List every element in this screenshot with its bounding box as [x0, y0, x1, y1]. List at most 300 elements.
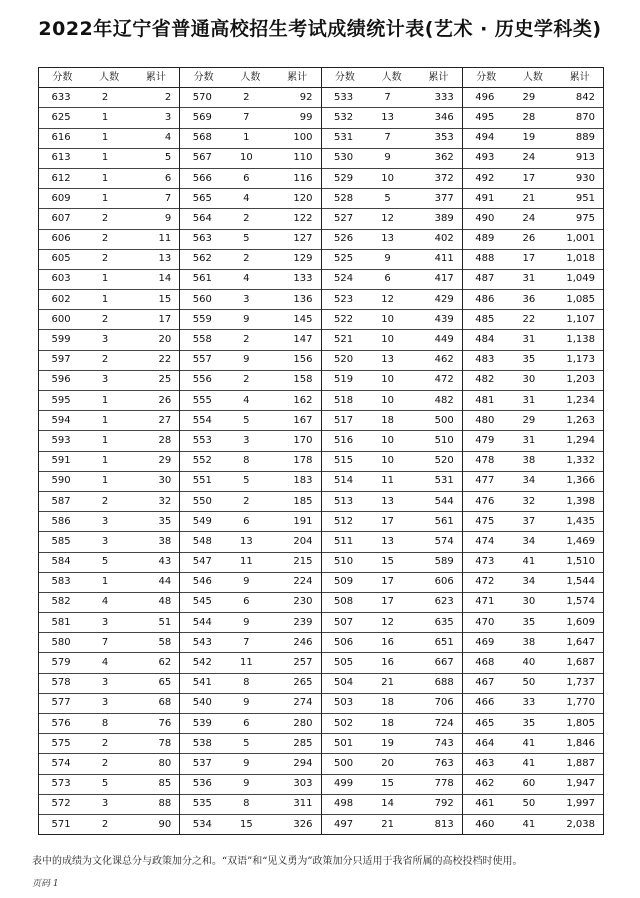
table-row: [322, 674, 462, 694]
count-cell: 5: [101, 778, 109, 790]
score-cell: 625: [51, 111, 71, 123]
score-cell: 520: [333, 354, 354, 366]
table-row: [322, 270, 462, 290]
score-cell: 537: [192, 757, 212, 769]
score-cell: 524: [333, 273, 354, 285]
score-cell: 596: [51, 374, 71, 386]
score-cell: 528: [333, 192, 354, 204]
score-cell: 550: [192, 495, 212, 507]
count-cell: 31: [522, 394, 536, 406]
cumulative-cell: 224: [293, 576, 313, 588]
count-cell: 12: [381, 616, 394, 628]
score-cell: 552: [192, 455, 212, 467]
table-row: [180, 129, 320, 149]
count-cell: 21: [381, 818, 394, 830]
count-cell: 4: [101, 596, 109, 608]
score-cell: 549: [192, 515, 212, 527]
count-cell: 9: [243, 757, 250, 769]
table-row: [463, 613, 603, 633]
score-cell: 509: [333, 576, 354, 588]
table-row: [322, 795, 462, 815]
cumulative-cell: 185: [293, 495, 313, 507]
count-cell: 41: [522, 818, 536, 830]
count-cell: 38: [522, 455, 536, 467]
score-cell: 538: [192, 737, 212, 749]
score-cell: 497: [333, 818, 354, 830]
cumulative-cell: 1,294: [566, 434, 595, 446]
count-cell: 35: [522, 354, 536, 366]
cumulative-cell: 589: [434, 556, 454, 568]
table-row: [322, 512, 462, 532]
score-cell: 545: [192, 596, 212, 608]
score-cell: 483: [475, 354, 495, 366]
score-cell: 600: [51, 313, 71, 325]
cumulative-cell: 65: [158, 677, 172, 689]
score-cell: 560: [192, 293, 212, 305]
count-cell: 9: [243, 313, 250, 325]
table-row: [322, 310, 462, 330]
score-cell: 576: [51, 717, 71, 729]
cumulative-cell: 706: [434, 697, 454, 709]
table-header-row: [463, 68, 603, 88]
cumulative-cell: 25: [158, 374, 172, 386]
cumulative-cell: 51: [158, 616, 172, 628]
cumulative-cell: 13: [158, 253, 172, 265]
count-cell: 1: [101, 576, 109, 588]
score-cell: 554: [192, 414, 212, 426]
table-row: [39, 310, 179, 330]
count-cell: 31: [522, 334, 536, 346]
score-cell: 519: [333, 374, 354, 386]
cumulative-cell: 763: [434, 757, 454, 769]
table-row: [463, 290, 603, 310]
score-cell: 574: [51, 757, 71, 769]
cumulative-cell: 6: [164, 172, 172, 184]
table-row: [39, 209, 179, 229]
cumulative-cell: 246: [293, 636, 313, 648]
table-row: [463, 492, 603, 512]
score-cell: 597: [51, 354, 71, 366]
cumulative-cell: 17: [158, 313, 172, 325]
table-row: [39, 734, 179, 754]
score-cell: 479: [475, 434, 495, 446]
table-row: [39, 694, 179, 714]
table-row: [39, 613, 179, 633]
score-cell: 573: [51, 778, 71, 790]
cumulative-cell: 62: [158, 657, 172, 669]
count-cell: 29: [522, 414, 536, 426]
cumulative-cell: 30: [158, 475, 172, 487]
table-row: [39, 169, 179, 189]
table-row: [180, 653, 320, 673]
score-cell: 514: [333, 475, 354, 487]
cumulative-cell: 326: [293, 818, 313, 830]
count-cell: 7: [384, 132, 391, 144]
table-row: [322, 593, 462, 613]
cumulative-cell: 265: [293, 677, 313, 689]
score-cell: 595: [51, 394, 71, 406]
cumulative-cell: 183: [293, 475, 313, 487]
cumulative-cell: 870: [575, 111, 595, 123]
cumulative-cell: 372: [434, 172, 454, 184]
count-cell: 2: [243, 495, 250, 507]
count-cell: 17: [522, 172, 536, 184]
cumulative-cell: 136: [293, 293, 313, 305]
table-row: [322, 189, 462, 209]
count-cell: 6: [243, 515, 250, 527]
score-cell: 556: [192, 374, 212, 386]
count-cell: 9: [243, 616, 250, 628]
table-block: [322, 68, 463, 834]
table-row: [322, 169, 462, 189]
cumulative-cell: 1,544: [566, 576, 595, 588]
cumulative-cell: 353: [434, 132, 454, 144]
column-header: 累计: [145, 71, 166, 83]
cumulative-cell: 68: [158, 697, 172, 709]
cumulative-cell: 606: [434, 576, 454, 588]
count-cell: 22: [522, 313, 536, 325]
count-cell: 15: [381, 778, 394, 790]
cumulative-cell: 100: [293, 132, 313, 144]
count-cell: 2: [243, 212, 250, 224]
score-cell: 557: [192, 354, 212, 366]
score-cell: 609: [51, 192, 71, 204]
count-cell: 17: [381, 515, 394, 527]
table-row: [463, 452, 603, 472]
table-row: [39, 472, 179, 492]
count-cell: 3: [101, 677, 109, 689]
cumulative-cell: 1,173: [566, 354, 595, 366]
count-cell: 7: [384, 91, 391, 103]
count-cell: 31: [522, 434, 536, 446]
table-row: [322, 108, 462, 128]
score-cell: 517: [333, 414, 354, 426]
score-cell: 516: [333, 434, 354, 446]
cumulative-cell: 80: [158, 757, 172, 769]
count-cell: 4: [101, 657, 109, 669]
score-cell: 507: [333, 616, 354, 628]
score-cell: 527: [333, 212, 354, 224]
count-cell: 2: [101, 313, 109, 325]
table-row: [322, 492, 462, 512]
table-row: [180, 795, 320, 815]
table-row: [463, 553, 603, 573]
count-cell: 38: [522, 636, 536, 648]
table-row: [322, 613, 462, 633]
table-row: [180, 452, 320, 472]
count-cell: 10: [381, 434, 394, 446]
count-cell: 8: [243, 798, 250, 810]
count-cell: 2: [243, 334, 250, 346]
count-cell: 1: [101, 152, 109, 164]
count-cell: 1: [101, 192, 109, 204]
count-cell: 50: [522, 798, 536, 810]
score-cell: 562: [192, 253, 212, 265]
cumulative-cell: 7: [164, 192, 172, 204]
count-cell: 2: [101, 495, 109, 507]
cumulative-cell: 274: [293, 697, 313, 709]
cumulative-cell: 162: [293, 394, 313, 406]
cumulative-cell: 975: [575, 212, 595, 224]
cumulative-cell: 294: [293, 757, 313, 769]
score-cell: 474: [475, 535, 495, 547]
score-cell: 503: [333, 697, 354, 709]
count-cell: 1: [101, 434, 109, 446]
cumulative-cell: 20: [158, 334, 172, 346]
cumulative-cell: 29: [158, 455, 172, 467]
cumulative-cell: 129: [293, 253, 313, 265]
score-cell: 542: [192, 657, 212, 669]
score-cell: 467: [475, 677, 495, 689]
count-cell: 34: [522, 475, 536, 487]
count-cell: 17: [522, 253, 536, 265]
count-cell: 4: [243, 192, 250, 204]
cumulative-cell: 1,574: [566, 596, 595, 608]
table-row: [463, 108, 603, 128]
cumulative-cell: 1,001: [566, 233, 595, 245]
table-row: [180, 230, 320, 250]
cumulative-cell: 813: [434, 818, 454, 830]
table-row: [463, 754, 603, 774]
count-cell: 3: [101, 616, 109, 628]
score-cell: 487: [475, 273, 495, 285]
column-header: 人数: [240, 71, 261, 83]
cumulative-cell: 3: [164, 111, 172, 123]
count-cell: 2: [101, 737, 109, 749]
score-cell: 501: [333, 737, 354, 749]
cumulative-cell: 116: [293, 172, 313, 184]
count-cell: 33: [522, 697, 536, 709]
cumulative-cell: 333: [434, 91, 454, 103]
count-cell: 1: [101, 455, 109, 467]
count-cell: 5: [243, 414, 250, 426]
table-row: [463, 573, 603, 593]
cumulative-cell: 1,947: [566, 778, 595, 790]
count-cell: 15: [240, 818, 253, 830]
count-cell: 2: [101, 818, 109, 830]
table-row: [322, 714, 462, 734]
count-cell: 11: [240, 556, 253, 568]
count-cell: 8: [101, 717, 109, 729]
table-row: [463, 633, 603, 653]
score-cell: 499: [333, 778, 354, 790]
table-row: [463, 209, 603, 229]
cumulative-cell: 1,510: [566, 556, 595, 568]
count-cell: 60: [522, 778, 536, 790]
cumulative-cell: 1,018: [566, 253, 595, 265]
score-cell: 582: [51, 596, 71, 608]
cumulative-cell: 191: [293, 515, 313, 527]
count-cell: 7: [243, 111, 250, 123]
count-cell: 2: [101, 253, 109, 265]
count-cell: 15: [381, 556, 394, 568]
score-cell: 563: [192, 233, 212, 245]
table-row: [322, 149, 462, 169]
table-row: [180, 290, 320, 310]
count-cell: 1: [101, 293, 109, 305]
count-cell: 5: [101, 556, 109, 568]
table-row: [180, 512, 320, 532]
table-row: [322, 775, 462, 795]
count-cell: 2: [243, 91, 250, 103]
count-cell: 17: [381, 576, 394, 588]
table-row: [39, 108, 179, 128]
cumulative-cell: 5: [164, 152, 172, 164]
count-cell: 34: [522, 535, 536, 547]
cumulative-cell: 147: [293, 334, 313, 346]
score-cell: 586: [51, 515, 71, 527]
cumulative-cell: 122: [293, 212, 313, 224]
score-cell: 462: [475, 778, 495, 790]
table-row: [180, 573, 320, 593]
cumulative-cell: 623: [434, 596, 454, 608]
count-cell: 30: [522, 374, 536, 386]
score-cell: 492: [475, 172, 495, 184]
count-cell: 6: [243, 717, 250, 729]
table-row: [463, 815, 603, 834]
cumulative-cell: 158: [293, 374, 313, 386]
score-cell: 506: [333, 636, 354, 648]
table-row: [180, 189, 320, 209]
cumulative-cell: 1,609: [566, 616, 595, 628]
table-row: [180, 431, 320, 451]
table-row: [180, 310, 320, 330]
cumulative-cell: 743: [434, 737, 454, 749]
count-cell: 2: [101, 354, 109, 366]
table-row: [39, 411, 179, 431]
score-cell: 570: [192, 91, 212, 103]
count-cell: 10: [381, 394, 394, 406]
count-cell: 4: [243, 394, 250, 406]
table-row: [39, 250, 179, 270]
table-header-row: [322, 68, 462, 88]
score-cell: 513: [333, 495, 354, 507]
table-row: [39, 593, 179, 613]
table-header-row: [180, 68, 320, 88]
table-row: [39, 371, 179, 391]
score-cell: 476: [475, 495, 495, 507]
count-cell: 1: [101, 111, 109, 123]
cumulative-cell: 120: [293, 192, 313, 204]
table-row: [463, 270, 603, 290]
cumulative-cell: 1,332: [566, 455, 595, 467]
count-cell: 17: [381, 596, 394, 608]
score-cell: 546: [192, 576, 212, 588]
count-cell: 29: [522, 91, 536, 103]
table-row: [463, 714, 603, 734]
column-header: 人数: [522, 71, 543, 83]
cumulative-cell: 1,846: [566, 737, 595, 749]
score-cell: 531: [333, 132, 354, 144]
score-cell: 466: [475, 697, 495, 709]
table-row: [463, 593, 603, 613]
table-row: [39, 815, 179, 834]
count-cell: 6: [243, 172, 250, 184]
table-row: [322, 230, 462, 250]
cumulative-cell: 156: [293, 354, 313, 366]
cumulative-cell: 462: [434, 354, 454, 366]
cumulative-cell: 1,138: [566, 334, 595, 346]
table-row: [463, 472, 603, 492]
count-cell: 6: [243, 596, 250, 608]
table-row: [463, 250, 603, 270]
table-row: [322, 573, 462, 593]
cumulative-cell: 1,997: [566, 798, 595, 810]
count-cell: 41: [522, 556, 536, 568]
table-row: [39, 129, 179, 149]
count-cell: 13: [240, 535, 253, 547]
count-cell: 9: [384, 152, 391, 164]
count-cell: 1: [101, 414, 109, 426]
table-row: [463, 532, 603, 552]
count-cell: 11: [240, 657, 253, 669]
count-cell: 7: [243, 636, 250, 648]
table-row: [180, 391, 320, 411]
table-row: [39, 532, 179, 552]
table-block: [39, 68, 180, 834]
score-cell: 512: [333, 515, 354, 527]
table-row: [39, 775, 179, 795]
table-row: [180, 270, 320, 290]
score-cell: 584: [51, 556, 71, 568]
footnote: 表中的成绩为文化课总分与政策加分之和。“双语”和“见义勇为”政策加分只适用于我省所属的高校投档时使用。: [32, 856, 523, 867]
table-row: [39, 230, 179, 250]
count-cell: 8: [243, 677, 250, 689]
score-cell: 504: [333, 677, 354, 689]
count-cell: 18: [381, 697, 394, 709]
count-cell: 26: [522, 233, 536, 245]
count-cell: 18: [381, 414, 394, 426]
score-cell: 577: [51, 697, 71, 709]
score-cell: 508: [333, 596, 354, 608]
table-row: [180, 775, 320, 795]
table-row: [322, 754, 462, 774]
count-cell: 8: [243, 455, 250, 467]
column-header: 人数: [99, 71, 120, 83]
score-cell: 606: [51, 233, 71, 245]
table-row: [180, 674, 320, 694]
score-cell: 482: [475, 374, 495, 386]
column-header: 人数: [381, 71, 402, 83]
cumulative-cell: 303: [293, 778, 313, 790]
table-row: [463, 230, 603, 250]
score-cell: 498: [333, 798, 354, 810]
table-row: [180, 108, 320, 128]
score-cell: 540: [192, 697, 212, 709]
cumulative-cell: 1,737: [566, 677, 595, 689]
table-row: [180, 351, 320, 371]
count-cell: 5: [243, 737, 250, 749]
score-cell: 477: [475, 475, 495, 487]
score-cell: 502: [333, 717, 354, 729]
score-cell: 475: [475, 515, 495, 527]
count-cell: 16: [381, 657, 394, 669]
cumulative-cell: 76: [158, 717, 172, 729]
score-cell: 594: [51, 414, 71, 426]
count-cell: 5: [243, 233, 250, 245]
count-cell: 30: [522, 596, 536, 608]
score-cell: 567: [192, 152, 212, 164]
cumulative-cell: 44: [158, 576, 172, 588]
score-cell: 471: [475, 596, 495, 608]
count-cell: 2: [101, 212, 109, 224]
count-cell: 3: [101, 515, 109, 527]
cumulative-cell: 635: [434, 616, 454, 628]
count-cell: 20: [381, 757, 394, 769]
count-cell: 18: [381, 717, 394, 729]
score-cell: 587: [51, 495, 71, 507]
score-cell: 494: [475, 132, 495, 144]
